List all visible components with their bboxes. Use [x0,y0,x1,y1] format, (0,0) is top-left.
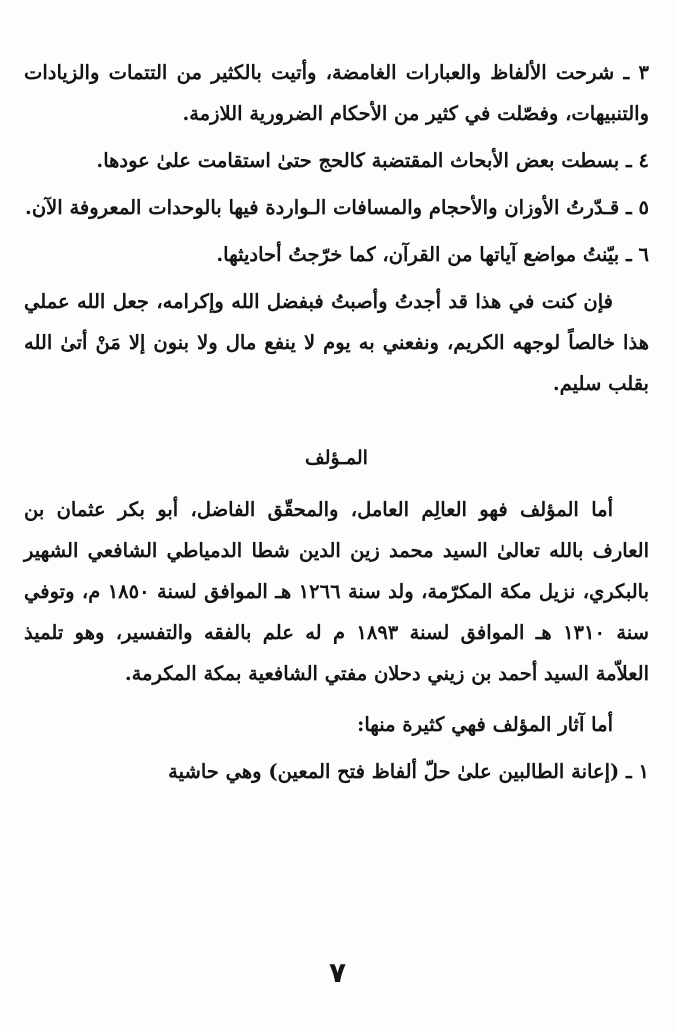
list-item-6: ٦ ـ بيّنتُ مواضع آياتها من القرآن، كما خرّجتُ أحاديثها. [216,243,649,266]
list-item-5: ٥ ـ قـدّرتُ الأوزان والأحجام والمسافات الـواردة فيها بالوحدات المعروفة الآن. [25,196,649,219]
list-item-3: ٣ ـ شرحت الألفاظ والعبارات الغامضة، وأتيت بالكثير من التتمات والزيادات والتنبيهات، وفصّلت في كثير من الأحكام الضرورية اللازمة. [24,61,649,125]
author-paragraph: أما المؤلف فهو العالِم العامل، والمحقّق الفاضل، أبو بكر عثمان بن العارف بالله تعالىٰ السيد محمد زين الدين شطا الدمياطي الشافعي الشهير بالبكري، نزيل مكة المكرّمة، ولد سنة ١٢٦٦ هـ الموافق لسنة ١٨٥٠ م، وتوفي سنة ١٣١٠ هـ الموافق لسنة ١٨٩٣ م له علم بالفقه والتفسير، وهو تلميذ العلاّمة السيد أحمد بن زيني دحلان مفتي الشافعية بمكة المكرمة. [24,498,650,685]
page-number: ٧ [328,956,347,989]
works-intro: أما آثار المؤلف فهي كثيرة منها: [357,713,613,736]
section-heading-author: المـؤلف [305,447,368,469]
page-body [24,52,649,792]
list-item-4: ٤ ـ بسطت بعض الأبحاث المقتضبة كالحج حتىٰ استقامت علىٰ عودها. [96,149,649,172]
works-list-item-1: ١ ـ (إعانة الطالبين علىٰ حلّ ألفاظ فتح المعين) وهي حاشية [168,760,649,783]
closing-paragraph: فإن كنت في هذا قد أجدتُ وأصبتُ فبفضل الله وإكرامه، جعل الله عملي هذا خالصاً لوجهه الكريم، ونفعني به يوم لا ينفع مال ولا بنون إلا مَنْ أتىٰ الله بقلب سليم. [24,290,649,395]
